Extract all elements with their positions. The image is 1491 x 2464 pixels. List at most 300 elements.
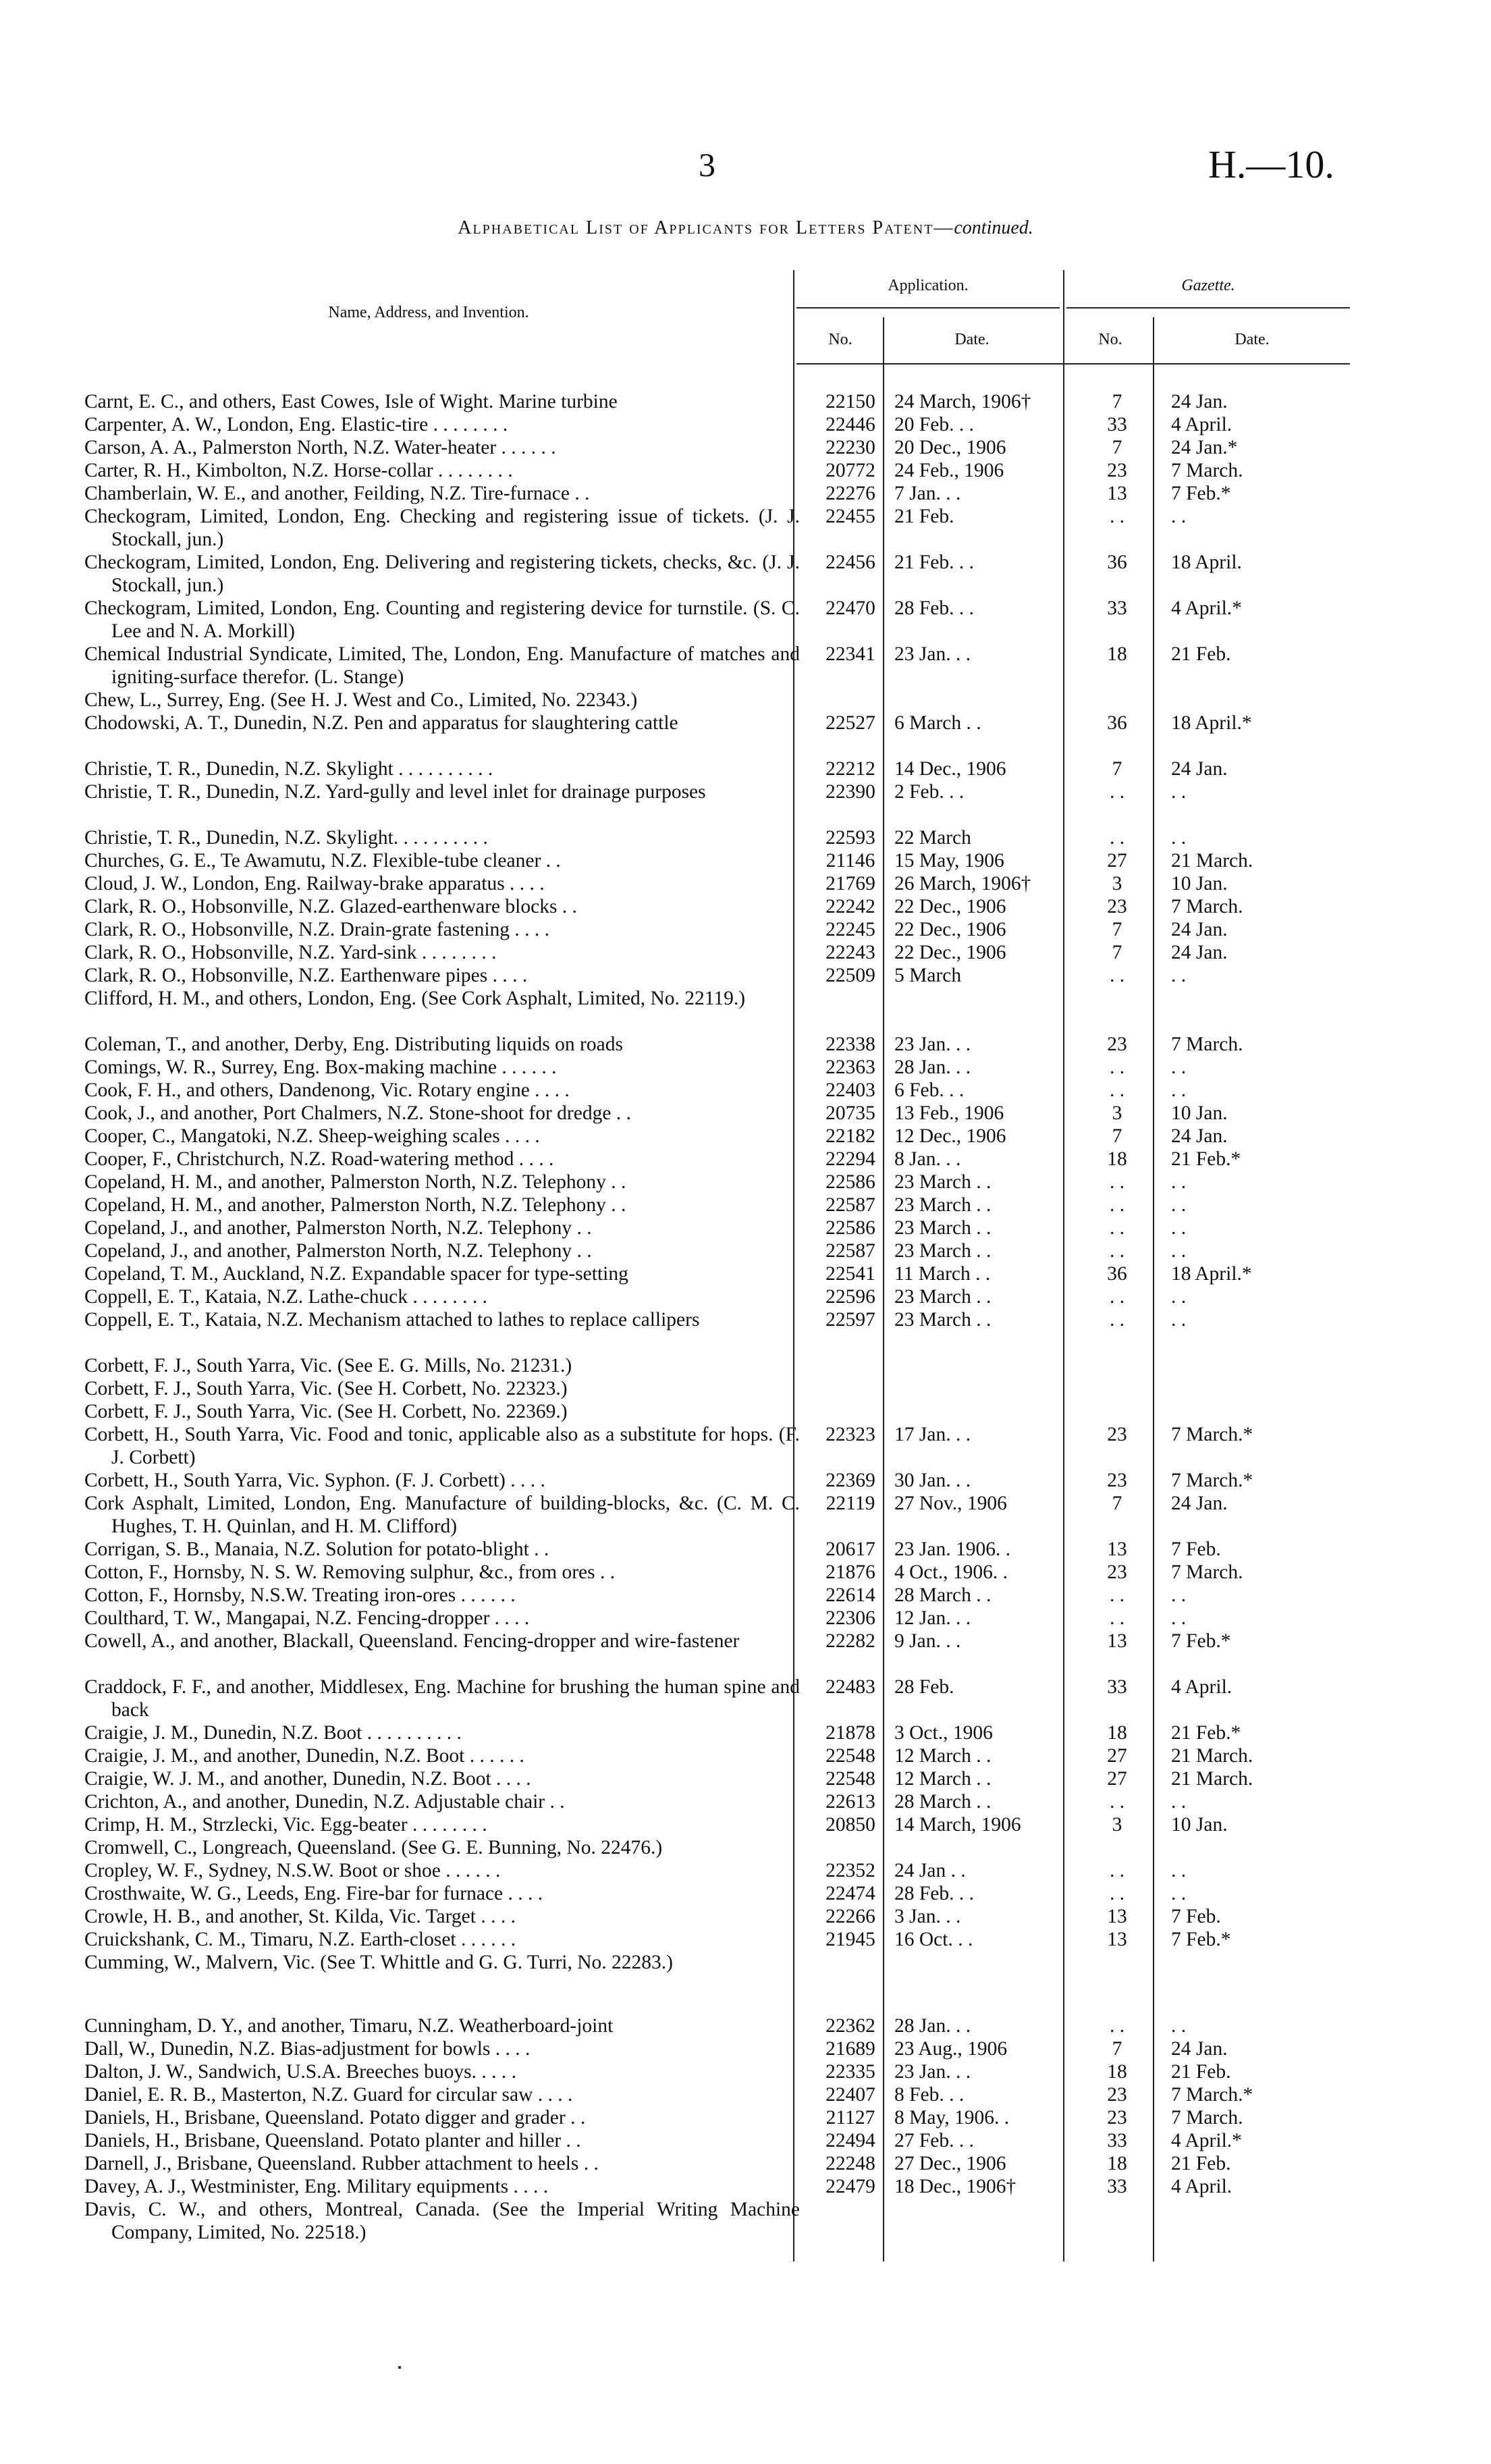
application-date: 21 Feb. [894, 506, 954, 527]
table-row [0, 1148, 1491, 1171]
gazette-number: . . [1109, 827, 1125, 849]
applicant-name-invention: Chemical Industrial Syndicate, Limited, The, London, Eng. Manufacture of matches and igniting-surface therefor. (L. Stange) [84, 643, 800, 688]
table-row [0, 1607, 1491, 1630]
application-number: 22586 [825, 1217, 875, 1239]
table-row [0, 482, 1491, 505]
table-row [0, 849, 1491, 872]
application-date: 24 Jan . . [894, 1860, 966, 1881]
applicant-name-invention: Chamberlain, W. E., and another, Feilding, N.Z. Tire-furnace . . [84, 483, 590, 504]
application-number: 20772 [825, 460, 875, 481]
application-date: 22 March [894, 827, 971, 849]
gazette-number: 33 [1107, 414, 1127, 435]
table-row [0, 941, 1491, 964]
application-date: 4 Oct., 1906. . [894, 1561, 1008, 1583]
gazette-date: 7 March. [1171, 896, 1243, 917]
applicant-list [0, 390, 1491, 2244]
gazette-number: 7 [1112, 1493, 1122, 1514]
gazette-date: 18 April.* [1171, 1263, 1252, 1285]
table-row [0, 895, 1491, 918]
application-number: 22456 [825, 552, 875, 573]
application-date: 7 Jan. . . [894, 483, 961, 504]
gazette-number: 33 [1107, 597, 1127, 619]
applicant-name-invention: Crimp, H. M., Strzlecki, Vic. Egg-beater . . . . . . . . [84, 1814, 487, 1836]
application-number: 21146 [825, 850, 875, 872]
table-row [0, 1469, 1491, 1492]
gazette-number: 18 [1107, 643, 1127, 665]
applicant-name-invention: Cook, F. H., and others, Dandenong, Vic. Rotary engine . . . . [84, 1079, 570, 1101]
table-row [0, 987, 1491, 1033]
list-title [0, 217, 1491, 239]
application-date: 21 Feb. . . [894, 552, 974, 573]
header-bottom-rule [796, 363, 1350, 365]
application-date: 20 Dec., 1906 [894, 437, 1006, 458]
table-row [0, 1584, 1491, 1607]
gazette-number: 33 [1107, 2130, 1127, 2151]
application-date: 23 March . . [894, 1194, 992, 1216]
gazette-number: 23 [1107, 1561, 1127, 1583]
gazette-date: . . [1171, 2015, 1187, 2037]
application-date: 6 Feb. . . [894, 1079, 965, 1101]
table-row [0, 1767, 1491, 1790]
gazette-number: 7 [1112, 2038, 1122, 2060]
gazette-date: 7 March. [1171, 1034, 1243, 1055]
table-row [0, 2198, 1491, 2244]
gazette-date: 24 Jan. [1171, 391, 1228, 412]
table-row [0, 1056, 1491, 1079]
table-row [0, 918, 1491, 941]
table-row [0, 826, 1491, 849]
gazette-number: . . [1109, 781, 1125, 803]
gazette-number: 23 [1107, 1424, 1127, 1445]
gazette-number: 13 [1107, 1906, 1127, 1927]
application-number: 22369 [825, 1470, 875, 1491]
list-title-continued: continued. [954, 217, 1033, 238]
table-row [0, 597, 1491, 643]
applicant-name-invention: Craigie, J. M., and another, Dunedin, N.Z. Boot . . . . . . [84, 1745, 524, 1767]
table-row [0, 1423, 1491, 1469]
table-row [0, 1721, 1491, 1744]
table-row [0, 1630, 1491, 1676]
gazette-date: 4 April. [1171, 414, 1232, 435]
table-row [0, 1308, 1491, 1354]
gazette-date: 21 Feb. [1171, 2153, 1231, 2174]
gazette-date: . . [1171, 827, 1187, 849]
gazette-number: 18 [1107, 2153, 1127, 2174]
gazette-number: 7 [1112, 437, 1122, 458]
gazette-number: . . [1109, 1791, 1125, 1813]
table-row [0, 459, 1491, 482]
gazette-number: 36 [1107, 552, 1127, 573]
application-number: 22596 [825, 1286, 875, 1308]
application-date: 6 March . . [894, 712, 981, 734]
gazette-number: 23 [1107, 2084, 1127, 2106]
gazette-date: . . [1171, 1883, 1187, 1904]
application-date: 20 Feb. . . [894, 414, 974, 435]
application-date: 12 March . . [894, 1768, 992, 1790]
application-number: 22294 [825, 1148, 875, 1170]
applicant-name-invention: Corbett, F. J., South Yarra, Vic. (See H. Corbett, No. 22323.) [84, 1378, 568, 1399]
table-row [0, 643, 1491, 689]
gazette-number: . . [1109, 2015, 1125, 2037]
gazette-number: 7 [1112, 919, 1122, 940]
application-date: 23 Jan. . . [894, 643, 971, 665]
application-number: 22150 [825, 391, 875, 412]
applicant-name-invention: Carson, A. A., Palmerston North, N.Z. Water-heater . . . . . . [84, 437, 556, 458]
gazette-date: 21 March. [1171, 1768, 1253, 1790]
applicant-name-invention: Darnell, J., Brisbane, Queensland. Rubber attachment to heels . . [84, 2153, 599, 2174]
application-date: 28 Feb. . . [894, 597, 974, 619]
applicant-name-invention: Carter, R. H., Kimbolton, N.Z. Horse-collar . . . . . . . . [84, 460, 513, 481]
gazette-number: 23 [1107, 896, 1127, 917]
application-number: 22548 [825, 1768, 875, 1790]
gazette-date: 7 Feb.* [1171, 1630, 1231, 1652]
gazette-date: 7 Feb.* [1171, 1929, 1231, 1950]
gazette-date: . . [1171, 965, 1187, 986]
gazette-number: . . [1109, 965, 1125, 986]
applicant-name-invention: Crosthwaite, W. G., Leeds, Eng. Fire-bar for furnace . . . . [84, 1883, 543, 1904]
application-date: 11 March . . [894, 1263, 991, 1285]
table-row [0, 2175, 1491, 2198]
table-row [0, 1951, 1491, 1997]
table-row [0, 689, 1491, 712]
application-date: 23 March . . [894, 1309, 992, 1331]
applicant-name-invention: Cumming, W., Malvern, Vic. (See T. Whittle and G. G. Turri, No. 22283.) [84, 1952, 673, 1973]
application-number: 22403 [825, 1079, 875, 1101]
applicant-name-invention: Carnt, E. C., and others, East Cowes, Isle of Wight. Marine turbine [84, 391, 618, 412]
gazette-number: . . [1109, 1217, 1125, 1239]
gazette-date: 7 March. [1171, 460, 1243, 481]
gazette-date: 7 Feb. [1171, 1538, 1221, 1560]
applicant-name-invention: Copeland, J., and another, Palmerston North, N.Z. Telephony . . [84, 1240, 592, 1262]
gazette-date: 7 March.* [1171, 1470, 1253, 1491]
table-row [0, 1836, 1491, 1859]
gazette-number: . . [1109, 1171, 1125, 1193]
table-row [0, 1033, 1491, 1056]
gazette-date: . . [1171, 1171, 1187, 1193]
list-title-main: Alphabetical List of Applicants for Letters Patent— [458, 217, 954, 238]
applicant-name-invention: Cromwell, C., Longreach, Queensland. (See G. E. Bunning, No. 22476.) [84, 1837, 663, 1858]
gazette-date: 10 Jan. [1171, 1102, 1228, 1124]
table-row [0, 964, 1491, 987]
application-date: 5 March [894, 965, 962, 986]
application-date: 14 Dec., 1906 [894, 758, 1006, 780]
application-number: 22509 [825, 965, 875, 986]
application-number: 22390 [825, 781, 875, 803]
gazette-date: 21 Feb.* [1171, 1722, 1241, 1744]
gazette-date: 18 April.* [1171, 712, 1252, 734]
applicant-name-invention: Christie, T. R., Dunedin, N.Z. Yard-gully and level inlet for drainage purposes [84, 781, 706, 803]
gazette-number: 7 [1112, 942, 1122, 963]
gazette-number: . . [1109, 1860, 1125, 1881]
gazette-number: 3 [1112, 1102, 1122, 1124]
gazette-date: 18 April. [1171, 552, 1242, 573]
gazette-number: . . [1109, 1079, 1125, 1101]
gazette-date: 10 Jan. [1171, 1814, 1228, 1836]
application-date: 18 Dec., 1906† [894, 2176, 1016, 2197]
application-date: 8 Feb. . . [894, 2084, 965, 2106]
application-number: 22455 [825, 506, 875, 527]
page-header [0, 0, 1491, 257]
applicant-name-invention: Cruickshank, C. M., Timaru, N.Z. Earth-closet . . . . . . [84, 1929, 516, 1950]
document-code: H.—10. [1208, 142, 1334, 186]
gazette-number: . . [1109, 1194, 1125, 1216]
table-row [0, 1492, 1491, 1538]
gazette-number: 23 [1107, 460, 1127, 481]
application-date: 28 Feb. . . [894, 1883, 974, 1904]
applicant-name-invention: Christie, T. R., Dunedin, N.Z. Skylight . . . . . . . . . . [84, 758, 493, 780]
table-row [0, 1125, 1491, 1148]
applicant-name-invention: Cunningham, D. Y., and another, Timaru, N.Z. Weatherboard-joint [84, 2015, 614, 2037]
applicant-name-invention: Cook, J., and another, Port Chalmers, N.Z. Stone-shoot for dredge . . [84, 1102, 631, 1124]
application-number: 22266 [825, 1906, 875, 1927]
table-row [0, 2037, 1491, 2060]
gazette-date: 24 Jan. [1171, 1125, 1228, 1147]
application-date: 22 Dec., 1906 [894, 896, 1006, 917]
applicant-name-invention: Churches, G. E., Te Awamutu, N.Z. Flexible-tube cleaner . . [84, 850, 561, 872]
gazette-date: 24 Jan. [1171, 1493, 1228, 1514]
table-row [0, 1859, 1491, 1882]
gazette-date: 24 Jan.* [1171, 437, 1238, 458]
gazette-number: . . [1109, 1286, 1125, 1308]
applicant-name-invention: Cowell, A., and another, Blackall, Queensland. Fencing-dropper and wire-fastener [84, 1630, 740, 1652]
gazette-number: 33 [1107, 1676, 1127, 1698]
application-number: 22245 [825, 919, 875, 940]
applicant-name-invention: Comings, W. R., Surrey, Eng. Box-making machine . . . . . . [84, 1056, 557, 1078]
application-number: 22243 [825, 942, 875, 963]
table-row [0, 712, 1491, 757]
applicant-name-invention: Craddock, F. F., and another, Middlesex, Eng. Machine for brushing the human spine and back [84, 1676, 800, 1721]
application-date: 12 Dec., 1906 [894, 1125, 1006, 1147]
applicant-name-invention: Cooper, F., Christchurch, N.Z. Road-watering method . . . . [84, 1148, 554, 1170]
application-date: 28 Jan. . . [894, 1056, 971, 1078]
application-number: 22182 [825, 1125, 875, 1147]
gazette-date: 4 April.* [1171, 597, 1242, 619]
gazette-number: 27 [1107, 1745, 1127, 1767]
application-number: 22614 [825, 1584, 875, 1606]
gazette-number: 7 [1112, 758, 1122, 780]
gazette-date: 4 April.* [1171, 2130, 1242, 2151]
table-row [0, 1377, 1491, 1400]
application-header-rule [796, 307, 1060, 309]
application-number: 22212 [825, 758, 875, 780]
applicant-name-invention: Copeland, J., and another, Palmerston North, N.Z. Telephony . . [84, 1217, 592, 1239]
applicant-name-invention: Clark, R. O., Hobsonville, N.Z. Yard-sink . . . . . . . . [84, 942, 497, 963]
application-date: 28 March . . [894, 1584, 992, 1606]
gazette-number: 36 [1107, 712, 1127, 734]
gazette-date: 21 March. [1171, 850, 1253, 872]
application-number: 22548 [825, 1745, 875, 1767]
application-number: 22323 [825, 1424, 875, 1445]
gazette-date: . . [1171, 781, 1187, 803]
application-date: 16 Oct. . . [894, 1929, 973, 1950]
gazette-date: . . [1171, 1217, 1187, 1239]
gazette-number: 18 [1107, 1148, 1127, 1170]
gazette-date: . . [1171, 506, 1187, 527]
application-number: 21127 [825, 2107, 875, 2128]
table-row [0, 1354, 1491, 1377]
table-row [0, 1790, 1491, 1813]
gazette-date: . . [1171, 1194, 1187, 1216]
applicant-name-invention: Clark, R. O., Hobsonville, N.Z. Drain-grate fastening . . . . [84, 919, 550, 940]
application-number: 22613 [825, 1791, 875, 1813]
application-number: 22306 [825, 1607, 875, 1629]
applicant-name-invention: Christie, T. R., Dunedin, N.Z. Skylight. . . . . . . . . . [84, 827, 488, 849]
applicant-name-invention: Clark, R. O., Hobsonville, N.Z. Earthenware pipes . . . . [84, 965, 528, 986]
table-row [0, 1561, 1491, 1584]
application-number: 22479 [825, 2176, 875, 2197]
table-row [0, 1285, 1491, 1308]
gazette-date: 4 April. [1171, 1676, 1232, 1698]
application-number: 21945 [825, 1929, 875, 1950]
applicant-name-invention: Craigie, W. J. M., and another, Dunedin, N.Z. Boot . . . . [84, 1768, 531, 1790]
gazette-date: . . [1171, 1309, 1187, 1331]
table-row [0, 1239, 1491, 1262]
gazette-date: 21 March. [1171, 1745, 1253, 1767]
applicant-name-invention: Dall, W., Dunedin, N.Z. Bias-adjustment for bowls . . . . [84, 2038, 531, 2060]
application-group-header: Application. [888, 277, 969, 294]
table-row [0, 413, 1491, 436]
applicant-name-invention: Corbett, F. J., South Yarra, Vic. (See E. G. Mills, No. 21231.) [84, 1355, 572, 1376]
table-row [0, 1928, 1491, 1951]
gazette-number: . . [1109, 506, 1125, 527]
table-row [0, 436, 1491, 459]
table-row [0, 1400, 1491, 1423]
gazette-number: 18 [1107, 1722, 1127, 1744]
application-date: 8 Jan. . . [894, 1148, 961, 1170]
applicant-name-invention: Clifford, H. M., and others, London, Eng. (See Cork Asphalt, Limited, No. 22119.) [84, 988, 746, 1009]
applicant-name-invention: Coppell, E. T., Kataia, N.Z. Mechanism attached to lathes to replace callipers [84, 1309, 700, 1331]
applicant-name-invention: Cropley, W. F., Sydney, N.S.W. Boot or shoe . . . . . . [84, 1860, 501, 1881]
gazette-date: 7 March.* [1171, 2084, 1253, 2106]
gazette-number: 13 [1107, 1538, 1127, 1560]
applicant-name-invention: Coulthard, T. W., Mangapai, N.Z. Fencing-dropper . . . . [84, 1607, 530, 1629]
application-number: 21876 [825, 1561, 875, 1583]
gazette-date: . . [1171, 1056, 1187, 1078]
table-row [0, 1538, 1491, 1561]
application-date-header: Date. [954, 331, 990, 348]
gazette-number: 27 [1107, 850, 1127, 872]
table-row [0, 780, 1491, 826]
application-date: 23 March . . [894, 1171, 992, 1193]
table-row [0, 551, 1491, 597]
application-date: 14 March, 1906 [894, 1814, 1021, 1836]
application-number: 22362 [825, 2015, 875, 2037]
application-date: 24 Feb., 1906 [894, 460, 1004, 481]
application-number: 22593 [825, 827, 875, 849]
gazette-date: . . [1171, 1791, 1187, 1813]
application-date: 13 Feb., 1906 [894, 1102, 1004, 1124]
application-number: 22494 [825, 2130, 875, 2151]
name-column-header: Name, Address, and Invention. [328, 304, 529, 321]
gazette-date: . . [1171, 1584, 1187, 1606]
table-row [0, 1194, 1491, 1216]
applicant-name-invention: Corbett, H., South Yarra, Vic. Food and tonic, applicable also as a substitute for hops. (F. J. Corbett) [84, 1424, 800, 1468]
table-row [0, 1744, 1491, 1767]
gazette-date: . . [1171, 1240, 1187, 1262]
gazette-number: . . [1109, 1607, 1125, 1629]
table-row [0, 1882, 1491, 1905]
gazette-number: 33 [1107, 2176, 1127, 2197]
table-row [0, 2014, 1491, 2037]
application-date: 23 Jan. . . [894, 1034, 971, 1055]
applicant-name-invention: Davis, C. W., and others, Montreal, Canada. (See the Imperial Writing Machine Company, Limited, No. 22518.) [84, 2199, 800, 2243]
application-number: 22341 [825, 643, 875, 665]
application-date: 23 March . . [894, 1286, 992, 1308]
application-date: 26 March, 1906† [894, 873, 1031, 894]
applicant-name-invention: Daniels, H., Brisbane, Queensland. Potato planter and hiller . . [84, 2130, 581, 2151]
application-number: 22335 [825, 2061, 875, 2083]
gazette-number: . . [1109, 1240, 1125, 1262]
table-row [0, 2129, 1491, 2152]
gazette-number: 36 [1107, 1263, 1127, 1285]
application-number: 21878 [825, 1722, 875, 1744]
application-number: 22446 [825, 414, 875, 435]
gazette-header-rule [1066, 307, 1350, 309]
application-number: 22230 [825, 437, 875, 458]
gazette-number: 3 [1112, 1814, 1122, 1836]
table-row [0, 1262, 1491, 1285]
gazette-date: 24 Jan. [1171, 919, 1228, 940]
gazette-date: . . [1171, 1286, 1187, 1308]
application-date: 23 March . . [894, 1217, 992, 1239]
application-no-header: No. [828, 331, 852, 348]
table-row [0, 1171, 1491, 1194]
application-number: 22276 [825, 483, 875, 504]
gazette-date: 24 Jan. [1171, 942, 1228, 963]
applicant-name-invention: Cooper, C., Mangatoki, N.Z. Sheep-weighing scales . . . . [84, 1125, 540, 1147]
gazette-date: 21 Feb. [1171, 643, 1231, 665]
gazette-date: 7 March.* [1171, 1424, 1253, 1445]
gazette-number: 18 [1107, 2061, 1127, 2083]
application-number: 22541 [825, 1263, 875, 1285]
gazette-date: 21 Feb.* [1171, 1148, 1241, 1170]
gazette-date: 10 Jan. [1171, 873, 1228, 894]
gazette-number: 3 [1112, 873, 1122, 894]
application-number: 22363 [825, 1056, 875, 1078]
gazette-number: . . [1109, 1056, 1125, 1078]
application-number: 22470 [825, 597, 875, 619]
applicant-name-invention: Corrigan, S. B., Manaia, N.Z. Solution for potato-blight . . [84, 1538, 549, 1560]
applicant-name-invention: Crichton, A., and another, Dunedin, N.Z. Adjustable chair . . [84, 1791, 565, 1813]
gazette-date: 24 Jan. [1171, 2038, 1228, 2060]
application-number: 21689 [825, 2038, 875, 2060]
applicant-name-invention: Cork Asphalt, Limited, London, Eng. Manufacture of building-blocks, &c. (C. M. C. Hughes, T. H. Quinlan, and H. M. Clifford) [84, 1493, 800, 1537]
application-number: 22527 [825, 712, 875, 734]
application-date: 30 Jan. . . [894, 1470, 971, 1491]
application-number: 22586 [825, 1171, 875, 1193]
applicant-name-invention: Crowle, H. B., and another, St. Kilda, Vic. Target . . . . [84, 1906, 516, 1927]
application-date: 24 March, 1906† [894, 391, 1031, 412]
gazette-number: 7 [1112, 1125, 1122, 1147]
applicant-name-invention: Coppell, E. T., Kataia, N.Z. Lathe-chuck . . . . . . . . [84, 1286, 487, 1308]
application-number: 22119 [825, 1493, 875, 1514]
applicant-name-invention: Chodowski, A. T., Dunedin, N.Z. Pen and apparatus for slaughtering cattle [84, 712, 678, 734]
table-row [0, 757, 1491, 780]
table-row [0, 2060, 1491, 2083]
application-number: 22483 [825, 1676, 875, 1698]
applicant-name-invention: Copeland, T. M., Auckland, N.Z. Expandable spacer for type-setting [84, 1263, 628, 1285]
gazette-number: 13 [1107, 483, 1127, 504]
gazette-date-header: Date. [1235, 331, 1270, 348]
application-date: 28 Jan. . . [894, 2015, 971, 2037]
table-row [0, 2083, 1491, 2106]
application-date: 8 May, 1906. . [894, 2107, 1010, 2128]
application-date: 12 March . . [894, 1745, 992, 1767]
table-row [0, 1102, 1491, 1125]
table-row [0, 2152, 1491, 2175]
table-row [0, 390, 1491, 413]
applicant-name-invention: Chew, L., Surrey, Eng. (See H. J. West and Co., Limited, No. 22343.) [84, 689, 638, 711]
